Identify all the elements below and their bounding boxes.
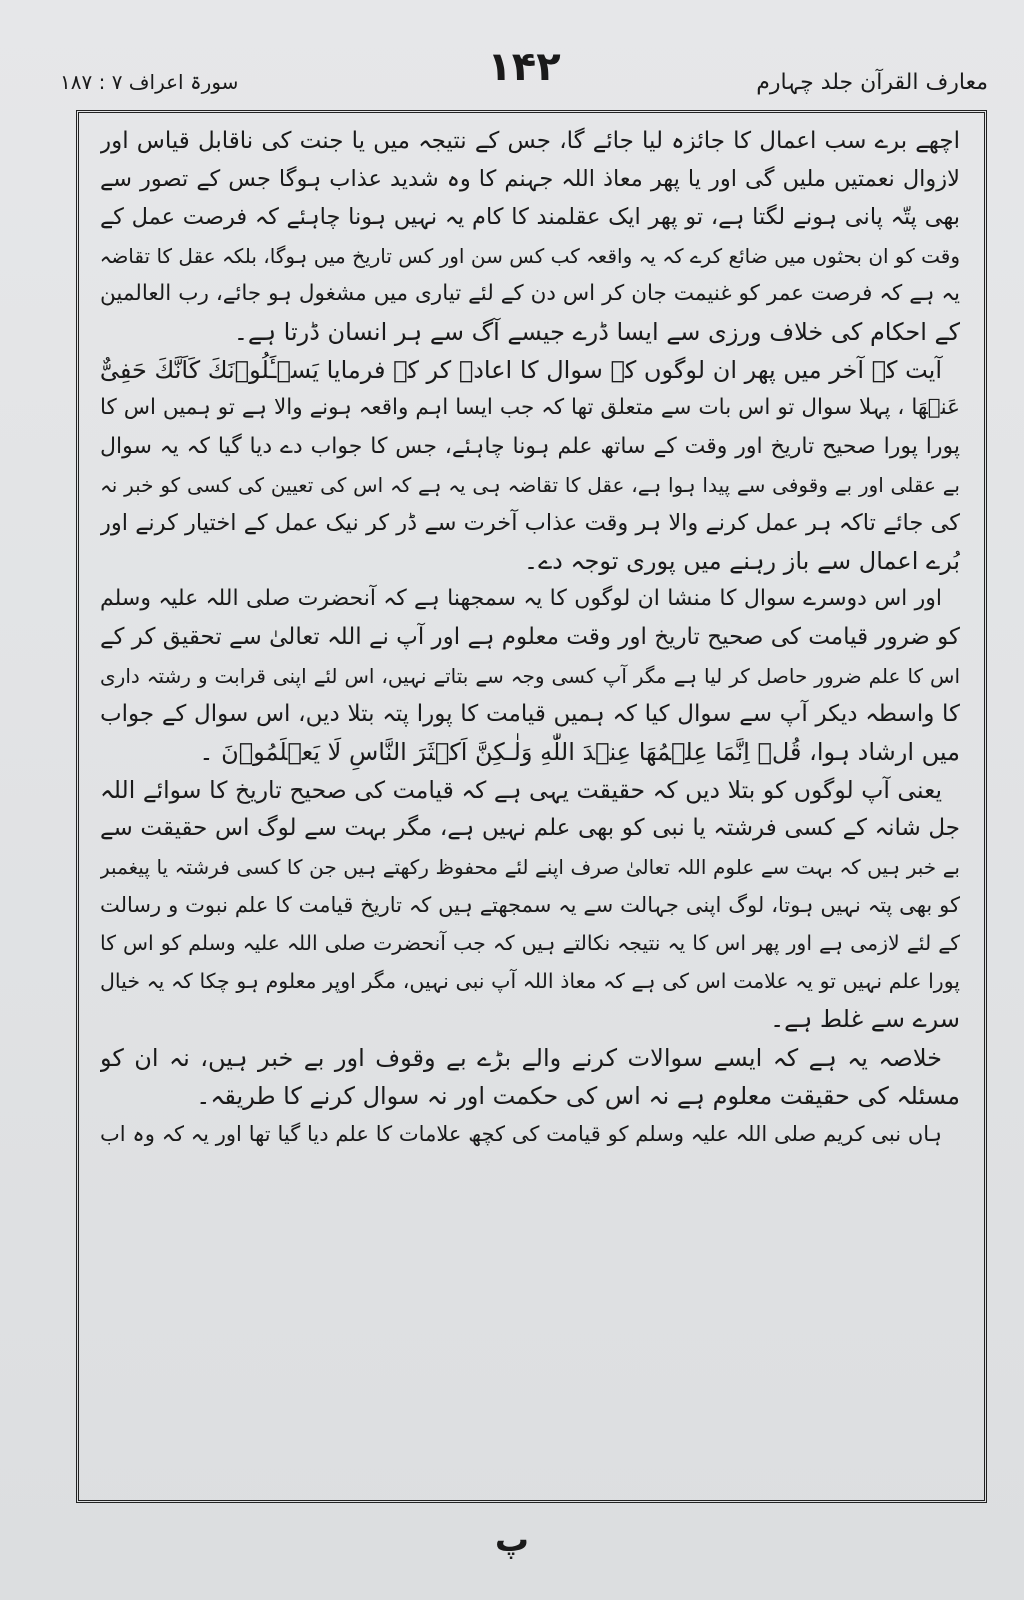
text-line: اور اس دوسرے سوال کا منشا ان لوگوں کا یہ سمجھنا ہے کہ آنحضرت صلی اللہ علیہ وسلم bbox=[100, 586, 942, 612]
text-line: بھی پتّہ پانی ہونے لگتا ہے، تو پھر ایک عقلمند کا کام یہ نہیں ہونا چاہئے کہ فرصت عمل کے bbox=[100, 204, 960, 231]
page-header bbox=[60, 44, 988, 100]
text-line: کو ضرور قیامت کی صحیح تاریخ اور وقت معلوم ہے اور آپ نے اللہ تعالیٰ سے تحقیق کر کے bbox=[100, 624, 960, 651]
text-line: جل شانہ کے کسی فرشتہ یا نبی کو بھی علم نہیں ہے، مگر بہت سے لوگ اس حقیقت سے bbox=[100, 815, 960, 842]
footer-mark: پ bbox=[494, 1520, 530, 1560]
text-line: ہاں نبی کریم صلی اللہ علیہ وسلم کو قیامت کی کچھ علامات کا علم دیا گیا تھا اور یہ کہ وہ اب bbox=[100, 1121, 942, 1146]
text-line: کی جائے تاکہ ہر عمل کرنے والا ہر وقت عذاب آخرت سے ڈر کر نیک عمل کے اختیار کرنے اور bbox=[100, 509, 960, 536]
body-text bbox=[100, 122, 960, 1153]
text-line: پورا پورا صحیح تاریخ اور وقت کے ساتھ علم ہونا چاہئے، جس کا جواب دے دیا گیا کہ یہ سوال bbox=[100, 433, 960, 459]
text-line: یعنی آپ لوگوں کو بتلا دیں کہ حقیقت یہی ہے کہ قیامت کی صحیح تاریخ کا سوائے اللہ bbox=[100, 776, 942, 805]
surah-reference: سورۃ اعراف ۷ : ۱۸۷ bbox=[60, 70, 239, 94]
text-line: کے احکام کی خلاف ورزی سے ایسا ڈرے جیسے آگ سے ہر انسان ڈرتا ہے۔ bbox=[233, 317, 960, 346]
text-line: یہ ہے کہ فرصت عمر کو غنیمت جان کر اس دن کے لئے تیاری میں مشغول ہو جائے، رب العالمین bbox=[100, 280, 960, 306]
text-line: سرے سے غلط ہے۔ bbox=[770, 1005, 960, 1034]
page-number: ۱۴۲ bbox=[487, 44, 561, 90]
text-line: بے عقلی اور بے وقوفی سے پیدا ہوا ہے، عقل کا تقاضہ ہی یہ ہے کہ اس کی تعیین کی کسی کو خبر نہ bbox=[100, 472, 960, 497]
text-line: بُرے اعمال سے باز رہنے میں پوری توجہ دے۔ bbox=[524, 547, 960, 576]
text-line: کو بھی پتہ نہیں ہوتا، لوگ اپنی جہالت سے یہ سمجھتے ہیں کہ تاریخ قیامت کا علم نبوت و رسالت bbox=[100, 892, 960, 917]
text-line: بے خبر ہیں کہ بہت سے علوم اللہ تعالیٰ صرف اپنے لئے محفوظ رکھتے ہیں جن کا کسی فرشتہ یا پیغمبر bbox=[100, 854, 960, 879]
text-line: عَنۡهَا ، پہلا سوال تو اس بات سے متعلق تھا کہ جب ایسا اہم واقعہ ہونے والا ہے تو ہمیں اس کا bbox=[100, 395, 960, 421]
text-line: اچھے برے سب اعمال کا جائزہ لیا جائے گا، جس کے نتیجہ میں یا جنت کی ناقابل قیاس اور bbox=[100, 128, 960, 154]
text-line: خلاصہ یہ ہے کہ ایسے سوالات کرنے والے بڑے بے وقوف اور بے خبر ہیں، نہ ان کو bbox=[100, 1043, 942, 1072]
text-line: لازوال نعمتیں ملیں گی اور یا پھر معاذ اللہ جہنم کا وہ شدید عذاب ہوگا جس کے تصور سے bbox=[100, 166, 960, 193]
book-title: معارف القرآن جلد چہارم bbox=[756, 70, 988, 95]
text-line: اس کا علم ضرور حاصل کر لیا ہے مگر آپ کسی وجہ سے بتاتے نہیں، اس لئے اپنی قرابت و رشتہ داری bbox=[100, 663, 960, 688]
text-line: آیت کے آخر میں پھر ان لوگوں کے سوال کا اعادہ کر کے فرمایا یَسۡـَٔلُوۡنَكَ كَاَنَّكَ حَفِیٌّ bbox=[100, 356, 942, 385]
text-line: میں ارشاد ہوا، قُلۡ اِنَّمَا عِلۡمُهَا عِنۡدَ اللّٰهِ وَلٰـكِنَّ اَكۡثَرَ النَّاسِ لَا یَعۡلَمُوۡنَ ۔ bbox=[199, 738, 960, 766]
text-line: کا واسطہ دیکر آپ سے سوال کیا کہ ہمیں قیامت کا پورا پتہ بتلا دیں، اس سوال کے جواب bbox=[100, 700, 960, 727]
text-line: پورا علم نہیں تو یہ علامت اس کی ہے کہ معاذ اللہ آپ نبی نہیں، مگر اوپر معلوم ہو چکا کہ یہ خیال bbox=[100, 969, 960, 994]
text-line: مسئلہ کی حقیقت معلوم ہے نہ اس کی حکمت اور نہ سوال کرنے کا طریقہ۔ bbox=[196, 1081, 960, 1110]
text-line: کے لئے لازمی ہے اور پھر اس کا یہ نتیجہ نکالتے ہیں کہ جب آنحضرت صلی اللہ علیہ وسلم کو اس کا bbox=[100, 930, 960, 955]
text-line: وقت کو ان بحثوں میں ضائع کرے کہ یہ واقعہ کب کس سن اور کس تاریخ میں ہوگا، بلکہ عقل کا تقاضہ bbox=[100, 243, 960, 268]
